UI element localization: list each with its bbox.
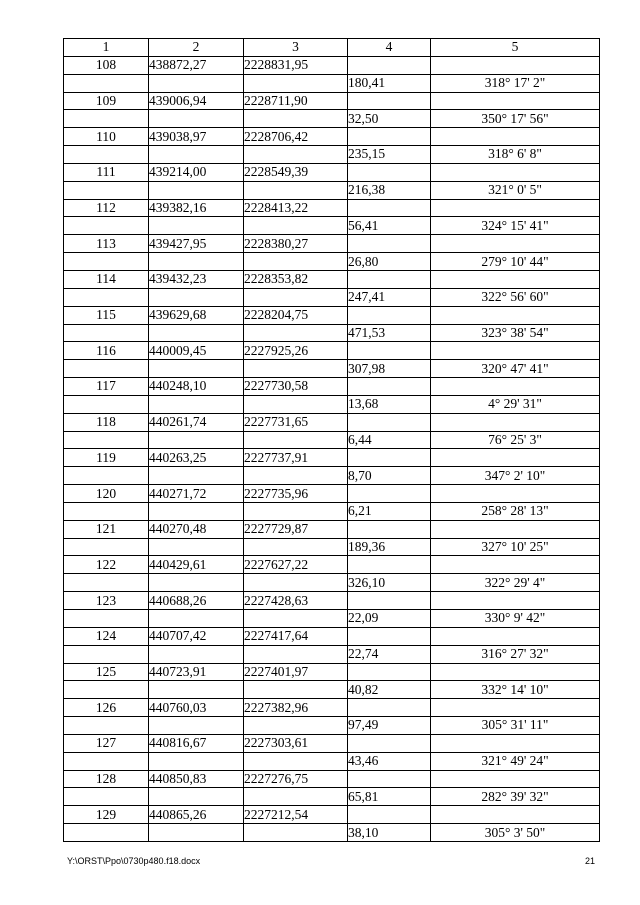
y-coordinate-cell — [244, 253, 348, 271]
distance-cell: 13,68 — [348, 395, 431, 413]
table-row — [64, 556, 600, 574]
point-number-cell: 122 — [64, 556, 149, 574]
bearing-cell: 318° 17' 2" — [431, 74, 600, 92]
distance-cell: 65,81 — [348, 788, 431, 806]
x-coordinate-cell: 440271,72 — [149, 485, 244, 503]
table-row — [64, 181, 600, 199]
y-coordinate-cell: 2227627,22 — [244, 556, 348, 574]
x-coordinate-cell — [149, 502, 244, 520]
point-number-cell — [64, 181, 149, 199]
bearing-cell: 318° 6' 8" — [431, 146, 600, 164]
distance-cell: 43,46 — [348, 752, 431, 770]
x-coordinate-cell — [149, 288, 244, 306]
y-coordinate-cell — [244, 681, 348, 699]
point-number-cell: 117 — [64, 378, 149, 396]
y-coordinate-cell: 2227729,87 — [244, 520, 348, 538]
x-coordinate-cell — [149, 217, 244, 235]
bearing-cell: 321° 0' 5" — [431, 181, 600, 199]
point-number-cell: 114 — [64, 270, 149, 288]
bearing-cell — [431, 699, 600, 717]
table-row — [64, 627, 600, 645]
point-number-cell — [64, 110, 149, 128]
y-coordinate-cell: 2227417,64 — [244, 627, 348, 645]
table-row — [64, 253, 600, 271]
point-number-cell: 128 — [64, 770, 149, 788]
y-coordinate-cell — [244, 467, 348, 485]
y-coordinate-cell: 2227428,63 — [244, 592, 348, 610]
table-row — [64, 824, 600, 842]
x-coordinate-cell: 439427,95 — [149, 235, 244, 253]
x-coordinate-cell: 440263,25 — [149, 449, 244, 467]
table-row — [64, 395, 600, 413]
point-number-cell — [64, 324, 149, 342]
bearing-cell — [431, 270, 600, 288]
point-number-cell — [64, 288, 149, 306]
bearing-cell: 347° 2' 10" — [431, 467, 600, 485]
table-row — [64, 235, 600, 253]
table-row — [64, 770, 600, 788]
point-number-cell: 118 — [64, 413, 149, 431]
x-coordinate-cell: 440707,42 — [149, 627, 244, 645]
point-number-cell — [64, 502, 149, 520]
x-coordinate-cell — [149, 752, 244, 770]
table-row — [64, 699, 600, 717]
bearing-cell: 332° 14' 10" — [431, 681, 600, 699]
x-coordinate-cell — [149, 431, 244, 449]
distance-cell — [348, 306, 431, 324]
x-coordinate-cell — [149, 146, 244, 164]
point-number-cell: 123 — [64, 592, 149, 610]
point-number-cell — [64, 253, 149, 271]
bearing-cell — [431, 449, 600, 467]
x-coordinate-cell — [149, 681, 244, 699]
table-row — [64, 74, 600, 92]
point-number-cell — [64, 681, 149, 699]
x-coordinate-cell — [149, 538, 244, 556]
distance-cell — [348, 627, 431, 645]
distance-cell: 32,50 — [348, 110, 431, 128]
point-number-cell: 111 — [64, 163, 149, 181]
table-row — [64, 324, 600, 342]
distance-cell — [348, 734, 431, 752]
x-coordinate-cell: 440723,91 — [149, 663, 244, 681]
point-number-cell: 115 — [64, 306, 149, 324]
y-coordinate-cell — [244, 717, 348, 735]
y-coordinate-cell: 2227731,65 — [244, 413, 348, 431]
distance-cell: 22,74 — [348, 645, 431, 663]
column-header: 1 — [64, 39, 149, 57]
y-coordinate-cell — [244, 217, 348, 235]
table-row — [64, 56, 600, 74]
x-coordinate-cell — [149, 253, 244, 271]
bearing-cell — [431, 306, 600, 324]
x-coordinate-cell: 440009,45 — [149, 342, 244, 360]
distance-cell — [348, 413, 431, 431]
x-coordinate-cell: 440261,74 — [149, 413, 244, 431]
x-coordinate-cell: 440248,10 — [149, 378, 244, 396]
table-row — [64, 717, 600, 735]
point-number-cell — [64, 610, 149, 628]
table-row — [64, 306, 600, 324]
table-row — [64, 806, 600, 824]
table-row — [64, 378, 600, 396]
table-row — [64, 163, 600, 181]
bearing-cell: 324° 15' 41" — [431, 217, 600, 235]
y-coordinate-cell — [244, 574, 348, 592]
x-coordinate-cell — [149, 467, 244, 485]
distance-cell — [348, 92, 431, 110]
bearing-cell — [431, 56, 600, 74]
table-row — [64, 110, 600, 128]
bearing-cell — [431, 342, 600, 360]
x-coordinate-cell — [149, 788, 244, 806]
distance-cell — [348, 342, 431, 360]
x-coordinate-cell — [149, 110, 244, 128]
point-number-cell: 116 — [64, 342, 149, 360]
x-coordinate-cell: 440688,26 — [149, 592, 244, 610]
point-number-cell — [64, 752, 149, 770]
y-coordinate-cell: 2228380,27 — [244, 235, 348, 253]
point-number-cell — [64, 395, 149, 413]
distance-cell: 307,98 — [348, 360, 431, 378]
distance-cell: 235,15 — [348, 146, 431, 164]
table-row — [64, 92, 600, 110]
column-header: 4 — [348, 39, 431, 57]
point-number-cell: 108 — [64, 56, 149, 74]
x-coordinate-cell: 439629,68 — [149, 306, 244, 324]
distance-cell: 97,49 — [348, 717, 431, 735]
point-number-cell — [64, 788, 149, 806]
y-coordinate-cell: 2227401,97 — [244, 663, 348, 681]
table-row — [64, 788, 600, 806]
bearing-cell — [431, 592, 600, 610]
x-coordinate-cell — [149, 181, 244, 199]
y-coordinate-cell — [244, 288, 348, 306]
y-coordinate-cell — [244, 146, 348, 164]
distance-cell: 40,82 — [348, 681, 431, 699]
y-coordinate-cell — [244, 181, 348, 199]
table-row — [64, 520, 600, 538]
column-header: 5 — [431, 39, 600, 57]
distance-cell: 216,38 — [348, 181, 431, 199]
table-body — [64, 56, 600, 841]
point-number-cell — [64, 467, 149, 485]
bearing-cell: 320° 47' 41" — [431, 360, 600, 378]
x-coordinate-cell: 439214,00 — [149, 163, 244, 181]
distance-cell — [348, 520, 431, 538]
point-number-cell: 125 — [64, 663, 149, 681]
x-coordinate-cell: 440865,26 — [149, 806, 244, 824]
point-number-cell — [64, 146, 149, 164]
y-coordinate-cell: 2228204,75 — [244, 306, 348, 324]
distance-cell: 56,41 — [348, 217, 431, 235]
x-coordinate-cell: 440270,48 — [149, 520, 244, 538]
point-number-cell: 129 — [64, 806, 149, 824]
y-coordinate-cell: 2227735,96 — [244, 485, 348, 503]
x-coordinate-cell: 440429,61 — [149, 556, 244, 574]
distance-cell: 6,44 — [348, 431, 431, 449]
table-row — [64, 449, 600, 467]
y-coordinate-cell — [244, 360, 348, 378]
footer-file-path: Y:\ORST\Ppo\0730p480.f18.docx — [67, 856, 201, 866]
x-coordinate-cell: 440850,83 — [149, 770, 244, 788]
y-coordinate-cell: 2228711,90 — [244, 92, 348, 110]
distance-cell — [348, 56, 431, 74]
distance-cell: 471,53 — [348, 324, 431, 342]
x-coordinate-cell — [149, 824, 244, 842]
distance-cell — [348, 449, 431, 467]
y-coordinate-cell: 2228413,22 — [244, 199, 348, 217]
table-row — [64, 270, 600, 288]
x-coordinate-cell — [149, 74, 244, 92]
column-header: 3 — [244, 39, 348, 57]
y-coordinate-cell — [244, 645, 348, 663]
bearing-cell: 76° 25' 3" — [431, 431, 600, 449]
distance-cell — [348, 699, 431, 717]
table-row — [64, 734, 600, 752]
distance-cell: 180,41 — [348, 74, 431, 92]
bearing-cell — [431, 556, 600, 574]
distance-cell — [348, 163, 431, 181]
point-number-cell — [64, 538, 149, 556]
bearing-cell: 321° 49' 24" — [431, 752, 600, 770]
bearing-cell: 282° 39' 32" — [431, 788, 600, 806]
bearing-cell — [431, 485, 600, 503]
distance-cell — [348, 556, 431, 574]
footer-page-number: 21 — [585, 856, 596, 866]
y-coordinate-cell — [244, 538, 348, 556]
table-row — [64, 467, 600, 485]
bearing-cell — [431, 520, 600, 538]
distance-cell: 8,70 — [348, 467, 431, 485]
x-coordinate-cell — [149, 717, 244, 735]
table-row — [64, 288, 600, 306]
table-row — [64, 360, 600, 378]
y-coordinate-cell — [244, 752, 348, 770]
bearing-cell — [431, 770, 600, 788]
x-coordinate-cell — [149, 360, 244, 378]
distance-cell — [348, 128, 431, 146]
table-row — [64, 485, 600, 503]
table-row — [64, 431, 600, 449]
y-coordinate-cell: 2227730,58 — [244, 378, 348, 396]
bearing-cell — [431, 806, 600, 824]
x-coordinate-cell: 439382,16 — [149, 199, 244, 217]
point-number-cell — [64, 824, 149, 842]
bearing-cell — [431, 627, 600, 645]
point-number-cell: 119 — [64, 449, 149, 467]
x-coordinate-cell: 438872,27 — [149, 56, 244, 74]
x-coordinate-cell: 439432,23 — [149, 270, 244, 288]
table-row — [64, 502, 600, 520]
table-row — [64, 413, 600, 431]
y-coordinate-cell — [244, 788, 348, 806]
table-row — [64, 128, 600, 146]
table-row — [64, 574, 600, 592]
distance-cell — [348, 770, 431, 788]
distance-cell: 247,41 — [348, 288, 431, 306]
x-coordinate-cell: 440760,03 — [149, 699, 244, 717]
distance-cell — [348, 663, 431, 681]
y-coordinate-cell — [244, 824, 348, 842]
table-row — [64, 538, 600, 556]
y-coordinate-cell: 2228706,42 — [244, 128, 348, 146]
point-number-cell: 120 — [64, 485, 149, 503]
bearing-cell: 305° 3' 50" — [431, 824, 600, 842]
x-coordinate-cell — [149, 574, 244, 592]
point-number-cell — [64, 360, 149, 378]
distance-cell — [348, 378, 431, 396]
bearing-cell: 316° 27' 32" — [431, 645, 600, 663]
table-row — [64, 610, 600, 628]
point-number-cell: 126 — [64, 699, 149, 717]
table-row — [64, 592, 600, 610]
bearing-cell — [431, 413, 600, 431]
y-coordinate-cell: 2227925,26 — [244, 342, 348, 360]
point-number-cell: 110 — [64, 128, 149, 146]
bearing-cell — [431, 163, 600, 181]
y-coordinate-cell — [244, 395, 348, 413]
distance-cell: 38,10 — [348, 824, 431, 842]
y-coordinate-cell: 2228353,82 — [244, 270, 348, 288]
y-coordinate-cell: 2227303,61 — [244, 734, 348, 752]
point-number-cell: 113 — [64, 235, 149, 253]
point-number-cell: 124 — [64, 627, 149, 645]
distance-cell: 22,09 — [348, 610, 431, 628]
point-number-cell — [64, 645, 149, 663]
point-number-cell: 112 — [64, 199, 149, 217]
y-coordinate-cell — [244, 74, 348, 92]
distance-cell — [348, 806, 431, 824]
point-number-cell — [64, 717, 149, 735]
x-coordinate-cell: 439006,94 — [149, 92, 244, 110]
y-coordinate-cell: 2228549,39 — [244, 163, 348, 181]
table-row — [64, 645, 600, 663]
point-number-cell — [64, 74, 149, 92]
bearing-cell — [431, 734, 600, 752]
coordinates-table — [63, 38, 600, 842]
y-coordinate-cell — [244, 110, 348, 128]
distance-cell — [348, 485, 431, 503]
column-header: 2 — [149, 39, 244, 57]
bearing-cell: 327° 10' 25" — [431, 538, 600, 556]
distance-cell: 326,10 — [348, 574, 431, 592]
y-coordinate-cell: 2227382,96 — [244, 699, 348, 717]
bearing-cell — [431, 235, 600, 253]
bearing-cell: 322° 29' 4" — [431, 574, 600, 592]
y-coordinate-cell — [244, 324, 348, 342]
x-coordinate-cell — [149, 324, 244, 342]
bearing-cell: 258° 28' 13" — [431, 502, 600, 520]
bearing-cell: 330° 9' 42" — [431, 610, 600, 628]
point-number-cell: 127 — [64, 734, 149, 752]
distance-cell: 26,80 — [348, 253, 431, 271]
bearing-cell: 350° 17' 56" — [431, 110, 600, 128]
distance-cell: 6,21 — [348, 502, 431, 520]
table-row — [64, 681, 600, 699]
point-number-cell — [64, 217, 149, 235]
y-coordinate-cell: 2227212,54 — [244, 806, 348, 824]
x-coordinate-cell — [149, 645, 244, 663]
table-row — [64, 146, 600, 164]
y-coordinate-cell: 2227737,91 — [244, 449, 348, 467]
x-coordinate-cell — [149, 395, 244, 413]
bearing-cell — [431, 199, 600, 217]
point-number-cell — [64, 574, 149, 592]
y-coordinate-cell — [244, 502, 348, 520]
table-header-row — [64, 39, 600, 57]
bearing-cell: 305° 31' 11" — [431, 717, 600, 735]
distance-cell — [348, 270, 431, 288]
distance-cell — [348, 235, 431, 253]
bearing-cell: 322° 56' 60" — [431, 288, 600, 306]
bearing-cell: 4° 29' 31" — [431, 395, 600, 413]
point-number-cell — [64, 431, 149, 449]
y-coordinate-cell: 2227276,75 — [244, 770, 348, 788]
bearing-cell: 323° 38' 54" — [431, 324, 600, 342]
bearing-cell — [431, 663, 600, 681]
y-coordinate-cell — [244, 431, 348, 449]
bearing-cell: 279° 10' 44" — [431, 253, 600, 271]
bearing-cell — [431, 378, 600, 396]
table-row — [64, 752, 600, 770]
point-number-cell: 109 — [64, 92, 149, 110]
distance-cell — [348, 199, 431, 217]
x-coordinate-cell — [149, 610, 244, 628]
distance-cell: 189,36 — [348, 538, 431, 556]
bearing-cell — [431, 92, 600, 110]
table-row — [64, 217, 600, 235]
x-coordinate-cell: 440816,67 — [149, 734, 244, 752]
bearing-cell — [431, 128, 600, 146]
table-row — [64, 342, 600, 360]
y-coordinate-cell — [244, 610, 348, 628]
point-number-cell: 121 — [64, 520, 149, 538]
x-coordinate-cell: 439038,97 — [149, 128, 244, 146]
distance-cell — [348, 592, 431, 610]
table-row — [64, 663, 600, 681]
y-coordinate-cell: 2228831,95 — [244, 56, 348, 74]
table-row — [64, 199, 600, 217]
